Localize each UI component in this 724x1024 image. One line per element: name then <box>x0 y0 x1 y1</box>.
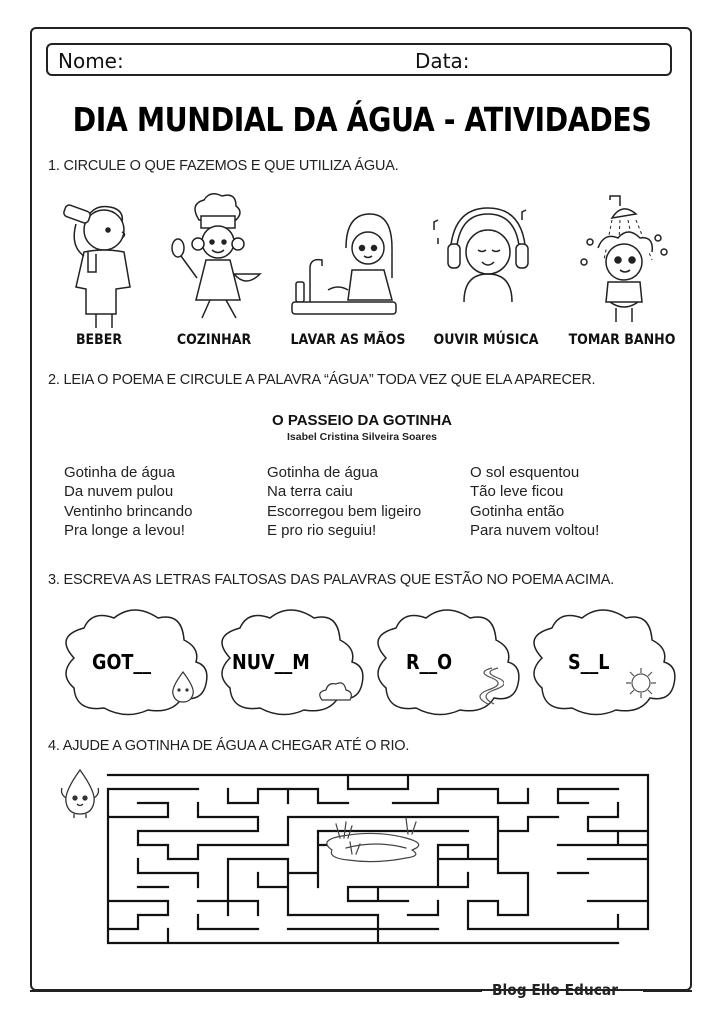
missing-letters-word: R__O <box>406 650 453 674</box>
date-field[interactable]: Data: <box>415 49 470 73</box>
name-field[interactable]: Nome: <box>58 49 124 73</box>
poem-line[interactable]: Gotinha de água <box>64 464 175 481</box>
poem-line[interactable]: Gotinha de água <box>267 464 378 481</box>
poem-line[interactable]: Na terra caiu <box>267 483 353 501</box>
page-title: DIA MUNDIAL DA ÁGUA - ATIVIDADES <box>72 100 652 139</box>
poem-line[interactable]: Para nuvem voltou! <box>470 521 600 539</box>
question-1-text: 1. CIRCULE O QUE FAZEMOS E QUE UTILIZA ÁGUA. <box>48 158 399 174</box>
question-3-text: 3. ESCREVA AS LETRAS FALTOSAS DAS PALAVRAS QUE ESTÃO NO POEMA ACIMA. <box>48 572 615 588</box>
footer-divider-right <box>643 990 692 992</box>
activity-label: OUVIR MÚSICA <box>433 332 539 348</box>
poem-line[interactable]: Gotinha então <box>470 502 565 520</box>
missing-letters-word: GOT__ <box>92 650 152 674</box>
poem-line[interactable]: Tão leve ficou <box>470 483 564 501</box>
poem-line[interactable]: Escorregou bem ligeiro <box>267 502 422 520</box>
poem-line[interactable]: Da nuvem pulou <box>64 483 174 501</box>
question-2-text: 2. LEIA O POEMA E CIRCULE A PALAVRA “ÁGUA” TODA VEZ QUE ELA APARECER. <box>48 372 596 388</box>
poem-line[interactable]: E pro rio seguiu! <box>267 521 377 539</box>
pond-icon <box>327 818 419 862</box>
footer-divider-left <box>30 990 482 992</box>
poem-line[interactable]: O sol esquentou <box>470 464 580 481</box>
footer-brand: Blog Ello Educar <box>492 981 619 999</box>
question-4-text: 4. AJUDE A GOTINHA DE ÁGUA A CHEGAR ATÉ O RIO. <box>48 738 410 754</box>
activity-label: LAVAR AS MÃOS <box>290 332 406 348</box>
poem-line[interactable]: Pra longe a levou! <box>64 521 185 539</box>
poem-line[interactable]: Ventinho brincando <box>64 502 193 520</box>
poem-author: Isabel Cristina Silveira Soares <box>287 431 437 443</box>
activity-label: TOMAR BANHO <box>568 332 676 348</box>
missing-letters-word: NUV__M <box>232 650 310 674</box>
poem-title: O PASSEIO DA GOTINHA <box>271 412 452 429</box>
activity-label: COZINHAR <box>176 332 252 348</box>
activity-label: BEBER <box>75 332 123 348</box>
missing-letters-word: S__L <box>568 650 610 674</box>
